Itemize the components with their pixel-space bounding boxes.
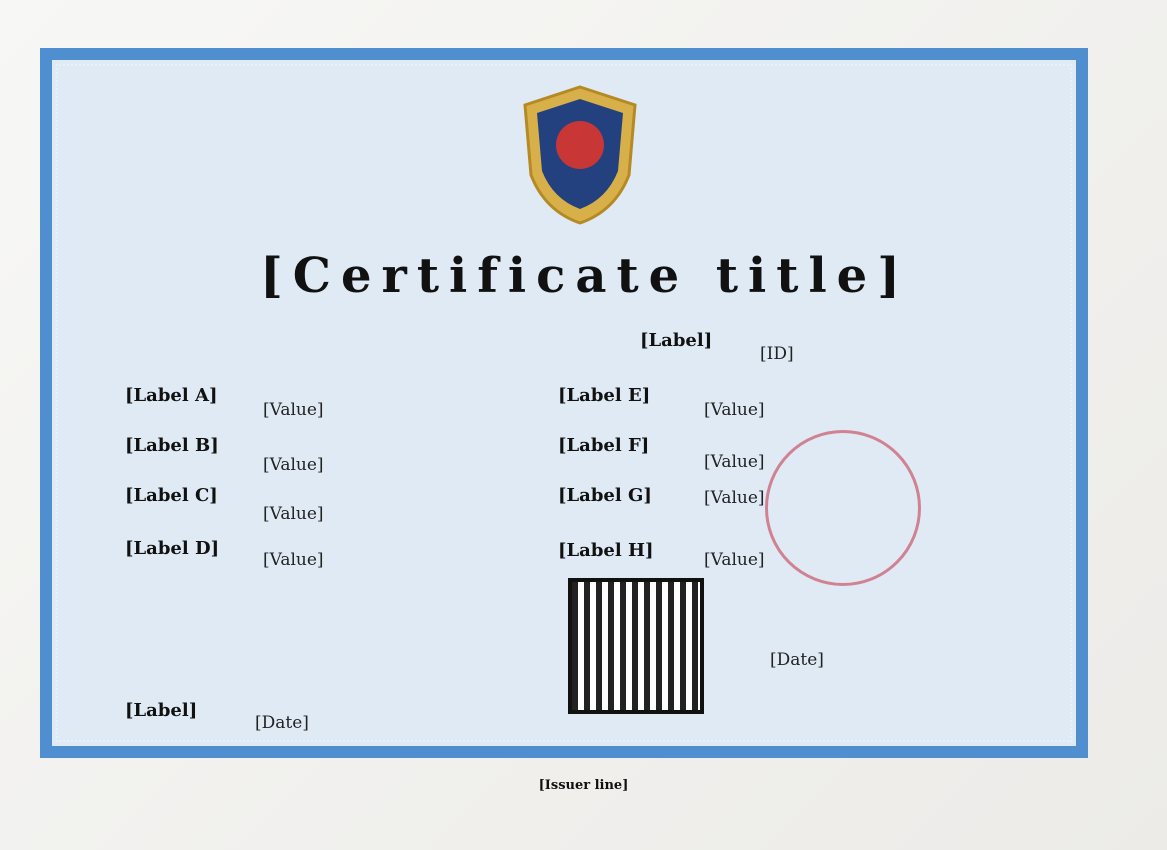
field-label-e: [Label E] bbox=[558, 385, 651, 406]
cert-no-label: [Label] bbox=[640, 330, 713, 351]
field-value-h: [Value] bbox=[704, 550, 765, 570]
field-value-d: [Value] bbox=[263, 550, 324, 570]
qr-code bbox=[568, 578, 704, 714]
field-value-g: [Value] bbox=[704, 488, 765, 508]
field-label-b: [Label B] bbox=[125, 435, 219, 456]
field-value-b: [Value] bbox=[263, 455, 324, 475]
field-value-e: [Value] bbox=[704, 400, 765, 420]
field-value-c: [Value] bbox=[263, 504, 324, 524]
issuer-footer: [Issuer line] bbox=[538, 778, 629, 793]
valid-label: [Label] bbox=[125, 700, 198, 721]
emblem-icon bbox=[515, 83, 645, 228]
field-label-g: [Label G] bbox=[558, 485, 652, 506]
seal-stamp bbox=[765, 430, 921, 586]
field-label-a: [Label A] bbox=[125, 385, 218, 406]
field-label-f: [Label F] bbox=[558, 435, 650, 456]
issue-date: [Date] bbox=[770, 650, 824, 670]
field-label-h: [Label H] bbox=[558, 540, 654, 561]
field-value-f: [Value] bbox=[704, 452, 765, 472]
valid-date: [Date] bbox=[255, 713, 309, 733]
cert-no-value: [ID] bbox=[760, 344, 794, 364]
field-label-c: [Label C] bbox=[125, 485, 218, 506]
field-label-d: [Label D] bbox=[125, 538, 220, 559]
field-value-a: [Value] bbox=[263, 400, 324, 420]
document-title: [Certificate title] bbox=[260, 248, 910, 304]
